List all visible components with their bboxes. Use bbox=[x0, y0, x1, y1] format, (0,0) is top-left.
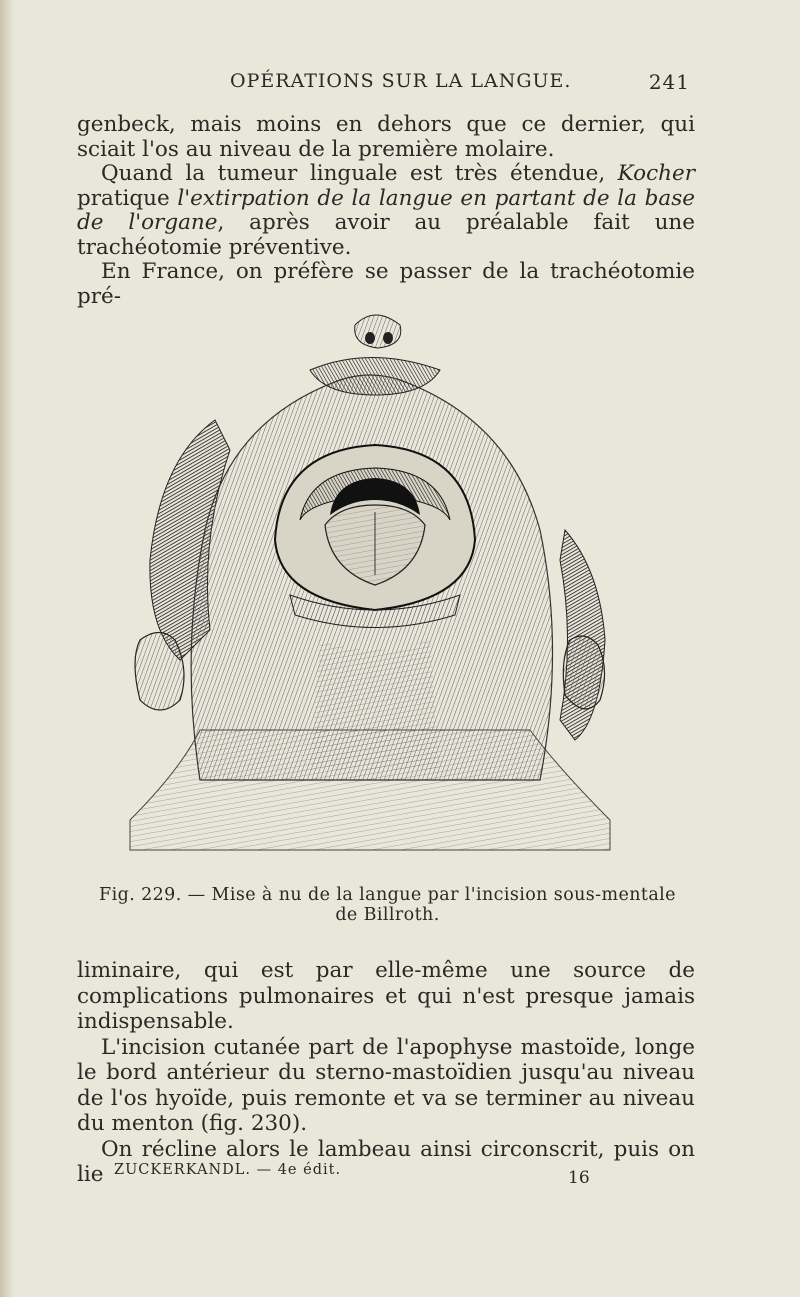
footer-signature-mark: 16 bbox=[568, 1168, 590, 1188]
paragraph-4-text: liminaire, qui est par elle-même une source de complications pulmonaires et qui n'est presque jamais indispensable. bbox=[77, 958, 695, 1034]
paragraph-2 bbox=[77, 162, 695, 260]
caption-line-1: Fig. 229. — Mise à nu de la langue par l'incision sous-mentale bbox=[99, 885, 676, 905]
paragraph-3-text: En France, on préfère se passer de la trachéotomie pré- bbox=[77, 259, 695, 309]
paragraph-1-text: genbeck, mais moins en dehors que ce dernier, qui sciait l'os au niveau de la première molaire. bbox=[77, 112, 695, 162]
top-text-block bbox=[77, 113, 695, 309]
figure-caption bbox=[80, 885, 695, 925]
paragraph-2-text-c: , après avoir au préalable fait une trachéotomie préventive. bbox=[77, 210, 696, 260]
engraving-head-submental-incision-icon bbox=[120, 300, 620, 870]
paragraph-2-text-a: Quand la tumeur linguale est très étendue, bbox=[101, 161, 618, 186]
figure-229-engraving bbox=[120, 300, 620, 870]
paragraph-2-text-b: pratique bbox=[77, 185, 178, 211]
page-number: 241 bbox=[648, 70, 690, 94]
footer-author-edition: ZUCKERKANDL. — 4e édit. bbox=[114, 1162, 342, 1178]
italic-phrase-extirpation: l'extirpation de la langue en partant de la base de l'organe bbox=[77, 185, 695, 235]
bottom-text-block bbox=[77, 958, 695, 1188]
paragraph-5-text: L'incision cutanée part de l'apophyse mastoïde, longe le bord antérieur du sterno-mastoïdien jusqu'au niveau de l'os hyoïde, puis remonte et va se terminer au niveau du menton (fig. 230). bbox=[77, 1034, 695, 1136]
paragraph-4 bbox=[77, 958, 695, 1035]
running-head-title: OPÉRATIONS SUR LA LANGUE. bbox=[230, 70, 572, 92]
paragraph-6-text: On récline alors le lambeau ainsi circonscrit, puis on lie bbox=[77, 1136, 695, 1187]
caption-line-2: de Billroth. bbox=[335, 905, 440, 925]
paragraph-1 bbox=[77, 113, 695, 162]
paragraph-5 bbox=[77, 1035, 695, 1137]
author-name-kocher: Kocher bbox=[617, 161, 695, 186]
